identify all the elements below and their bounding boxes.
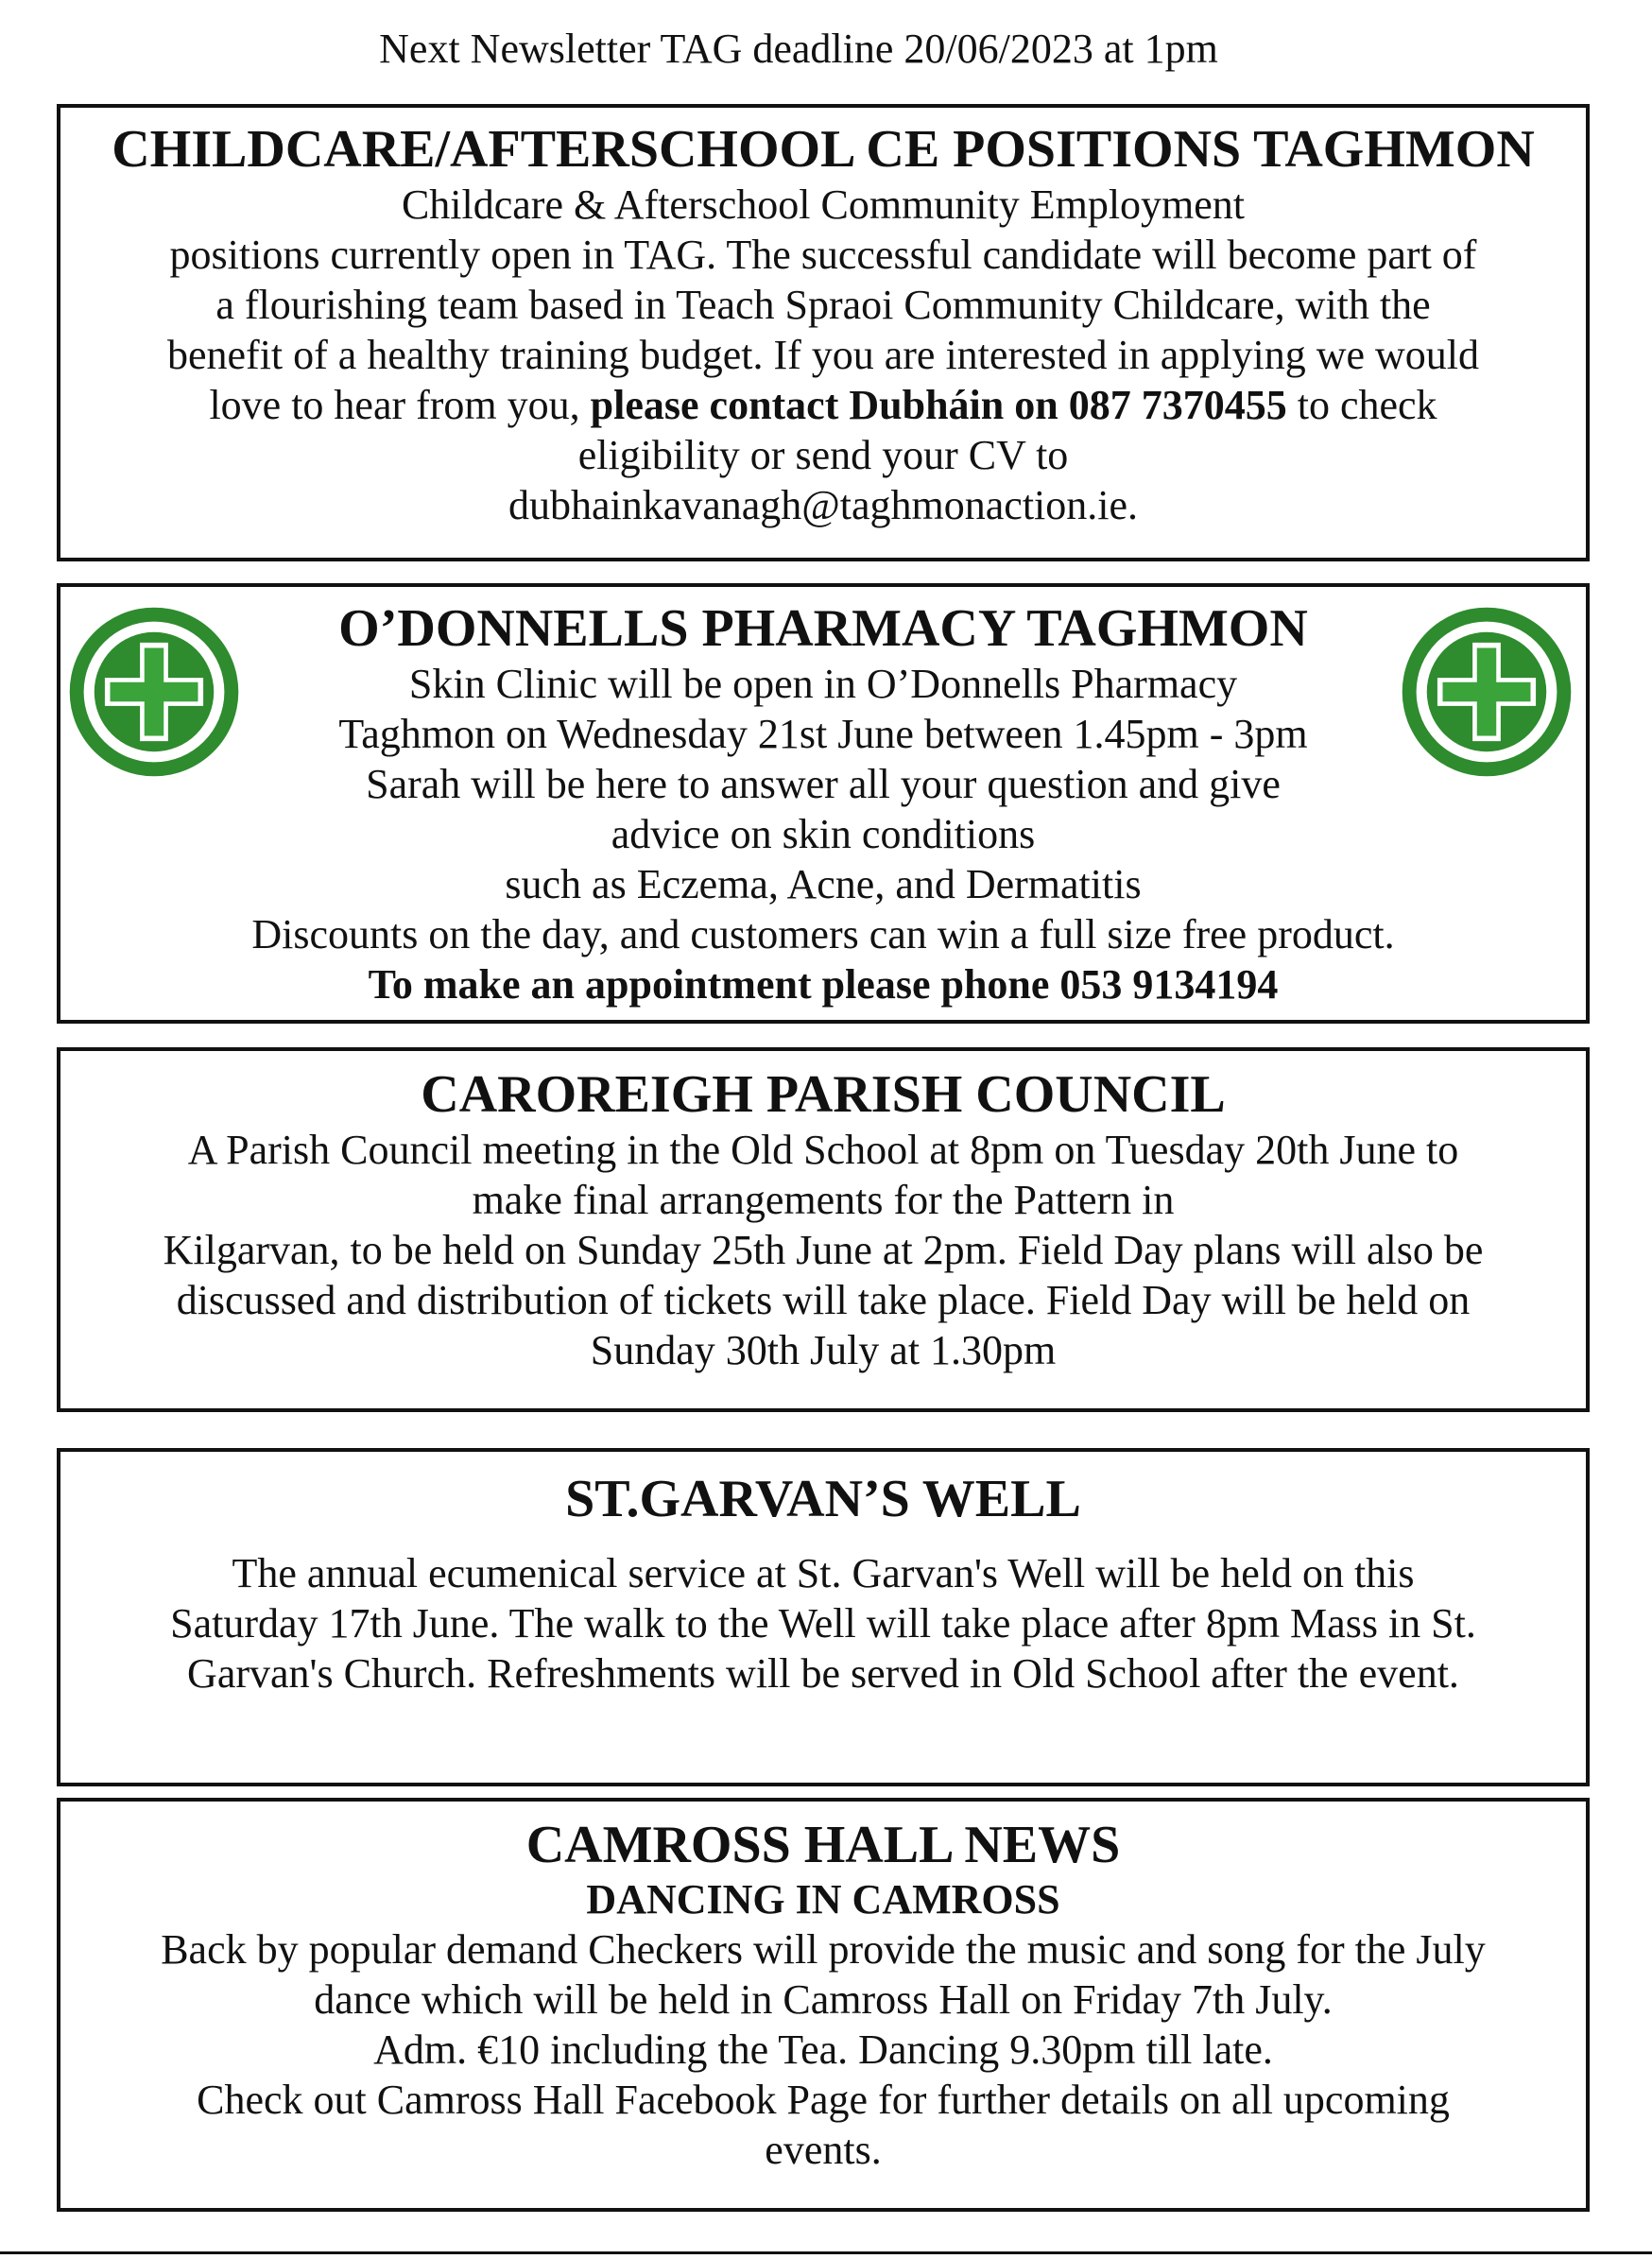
childcare-line: a flourishing team based in Teach Spraoi Community Childcare, with the (215, 282, 1431, 328)
childcare-line: benefit of a healthy training budget. If you are interested in applying we would (166, 332, 1480, 378)
pharmacy-cross-icon (1399, 604, 1575, 780)
pharmacy-appointment-line: To make an appointment please phone 053 9134194 (368, 961, 1279, 1008)
pharmacy-line: Taghmon on Wednesday 21st June between 1.45pm - 3pm (338, 711, 1308, 757)
pharmacy-line: Skin Clinic will be open in O’Donnells Pharmacy (408, 661, 1238, 707)
parish-line: Kilgarvan, to be held on Sunday 25th June at 2pm. Field Day plans will also be (163, 1227, 1484, 1273)
newsletter-deadline: Next Newsletter TAG deadline 20/06/2023 at 1pm (379, 26, 1218, 72)
childcare-contact-pre: love to hear from you, (209, 382, 591, 428)
parish-title: CAROREIGH PARISH COUNCIL (421, 1065, 1226, 1124)
childcare-contact-phone: please contact Dubháin on 087 7370455 (590, 382, 1287, 428)
camross-title: CAMROSS HALL NEWS (525, 1816, 1121, 1874)
parish-line: make final arrangements for the Pattern in (472, 1177, 1175, 1223)
parish-line: Sunday 30th July at 1.30pm (590, 1327, 1057, 1373)
well-line: Garvan's Church. Refreshments will be served in Old School after the event. (187, 1650, 1459, 1697)
well-line: Saturday 17th June. The walk to the Well will take place after 8pm Mass in St. (170, 1600, 1476, 1647)
camross-subtitle: DANCING IN CAMROSS (586, 1876, 1060, 1923)
childcare-line: positions currently open in TAG. The successful candidate will become part of (169, 232, 1477, 278)
pharmacy-title: O’DONNELLS PHARMACY TAGHMON (338, 599, 1308, 658)
camross-line: Back by popular demand Checkers will provide the music and song for the July (161, 1926, 1486, 1973)
well-line: The annual ecumenical service at St. Garvan's Well will be held on this (232, 1550, 1415, 1596)
childcare-contact-post: to check (1286, 382, 1437, 428)
parish-council-notice (57, 1047, 1590, 1412)
childcare-line: eligibility or send your CV to (577, 432, 1069, 478)
pharmacy-line: Discounts on the day, and customers can win a full size free product. (251, 911, 1395, 957)
childcare-contact-line (60, 380, 1586, 430)
parish-line: discussed and distribution of tickets will take place. Field Day will be held on (176, 1277, 1471, 1323)
st-garvans-well-notice (57, 1448, 1590, 1786)
pharmacy-cross-icon (66, 604, 242, 780)
pharmacy-line: such as Eczema, Acne, and Dermatitis (505, 861, 1142, 907)
childcare-notice (57, 104, 1590, 561)
camross-line: events. (765, 2127, 882, 2173)
camross-line: dance which will be held in Camross Hall on Friday 7th July. (314, 1976, 1333, 2023)
childcare-line: Childcare & Afterschool Community Employment (401, 181, 1246, 228)
pharmacy-line: Sarah will be here to answer all your question and give (366, 761, 1281, 807)
childcare-title: CHILDCARE/AFTERSCHOOL CE POSITIONS TAGHMON (112, 120, 1535, 179)
page-bottom-rule (0, 2251, 1652, 2254)
camross-hall-notice (57, 1798, 1590, 2212)
camross-line: Adm. €10 including the Tea. Dancing 9.30pm till late. (373, 2026, 1273, 2073)
parish-line: A Parish Council meeting in the Old School at 8pm on Tuesday 20th June to (187, 1127, 1459, 1173)
well-title: ST.GARVAN’S WELL (565, 1470, 1081, 1528)
pharmacy-notice (57, 583, 1590, 1024)
camross-line: Check out Camross Hall Facebook Page for further details on all upcoming (197, 2077, 1450, 2123)
childcare-email: dubhainkavanagh@taghmonaction.ie. (508, 482, 1139, 528)
pharmacy-line: advice on skin conditions (611, 811, 1036, 857)
